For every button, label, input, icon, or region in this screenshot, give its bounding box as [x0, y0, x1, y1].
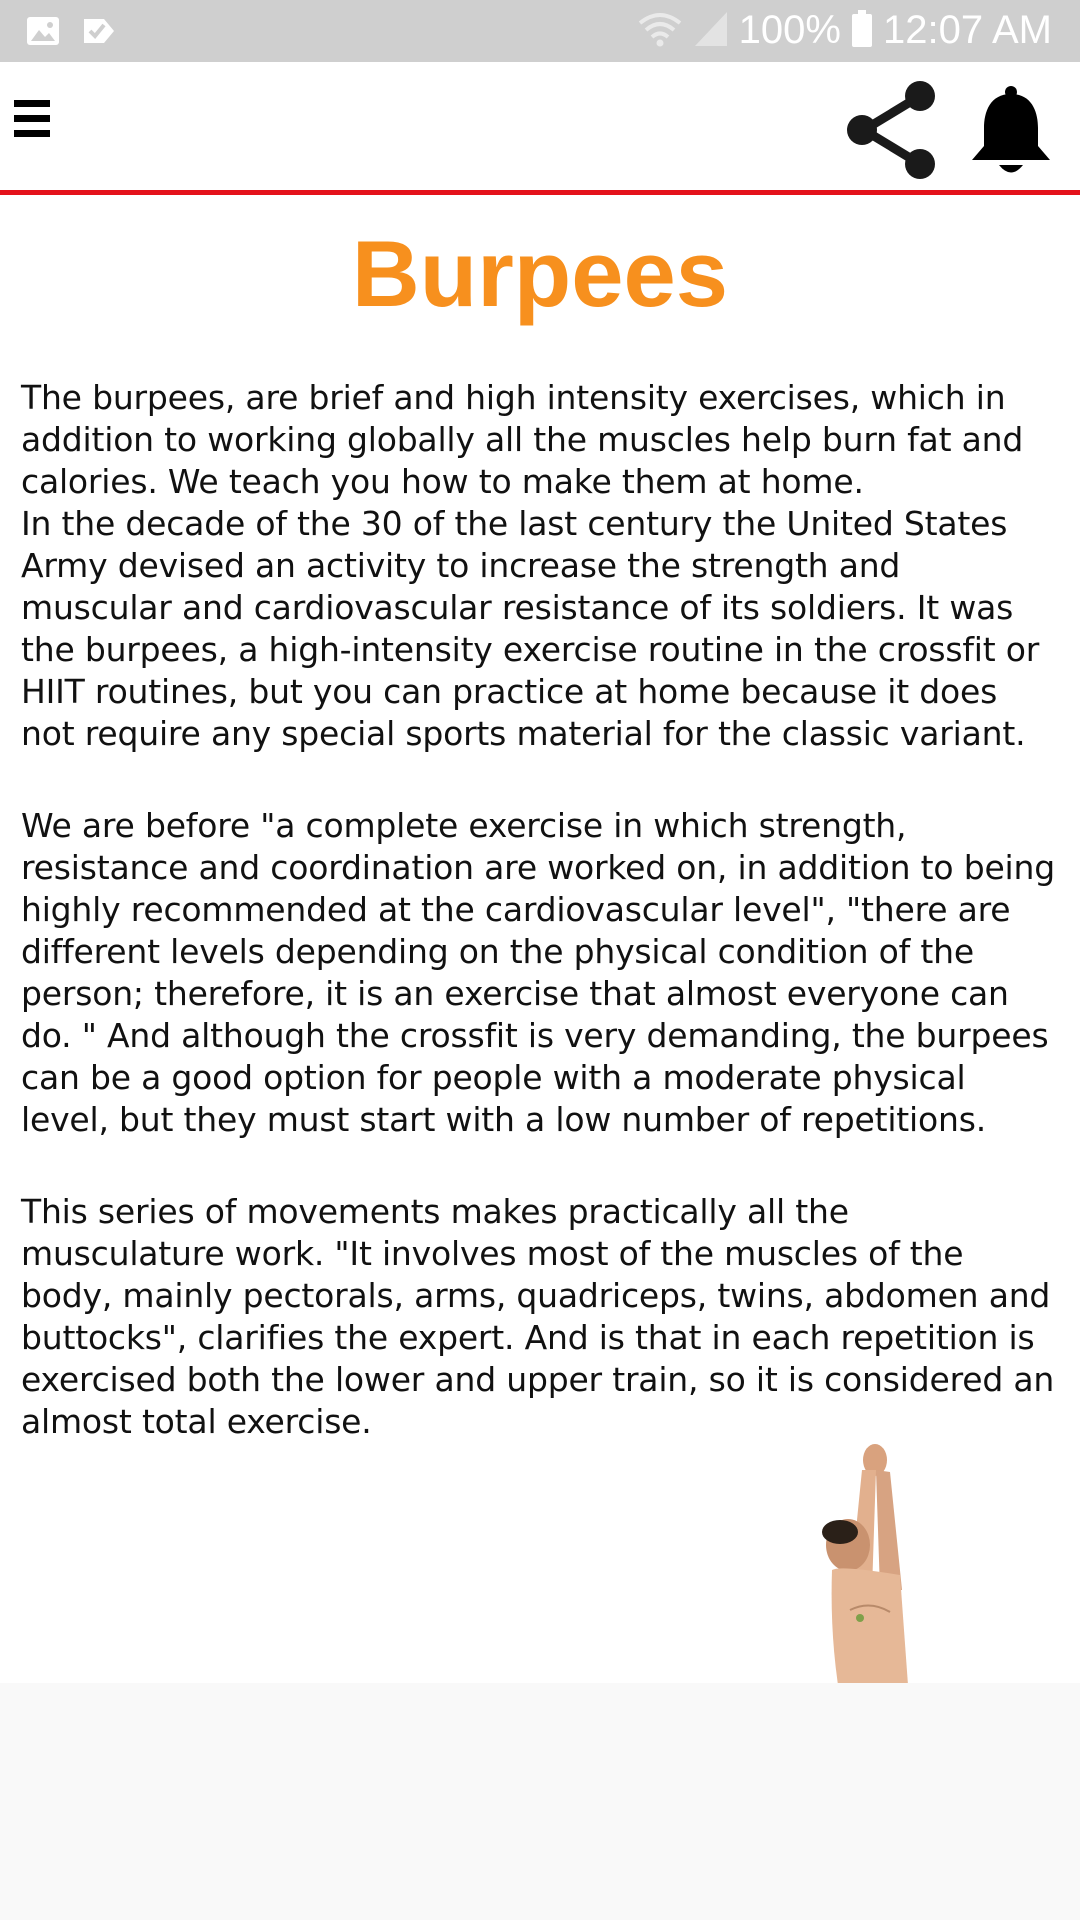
check-clipboard-icon [80, 12, 118, 50]
battery-percent: 100% [738, 8, 841, 52]
article-paragraph-1: The burpees, are brief and high intensity exercises, which in addition to working globally all the muscles help burn fat and calories. We teach you how to make them at home. In the decade of the 30 of the last century the United States Army devised an activity to increase the strength and muscular and cardiovascular resistance of its soldiers. It was the burpees, a high-intensity exercise routine in the crossfit or HIIT routines, but you can practice at home because it does not require any special sports material for the classic variant. [21, 378, 1040, 753]
status-bar [0, 0, 1080, 62]
bell-icon[interactable] [968, 84, 1054, 180]
article-paragraph-3: This series of movements makes practically all the musculature work. "It involves most of the muscles of the body, mainly pectorals, arms, quadriceps, twins, abdomen and buttocks", clarifies the expert. And is that in each repetition is exercised both the lower and upper train, so it is considered an almost total exercise. [21, 1192, 1055, 1441]
article-content [0, 195, 1080, 1683]
article-paragraph-2: We are before "a complete exercise in which strength, resistance and coordination are worked on, in addition to being highly recommended at the cardiovascular level", "there are different levels depending on the physical condition of the person; therefore, it is an exercise that almost everyone can do. " And although the crossfit is very demanding, the burpees can be a good option for people with a moderate physical level, but they must start with a low number of repetitions. [21, 806, 1055, 1139]
battery-icon [851, 10, 873, 52]
status-left-icons [24, 12, 118, 50]
signal-icon [693, 10, 729, 52]
wifi-icon [637, 9, 683, 53]
article-body [0, 377, 1080, 1443]
exercise-illustration [780, 1440, 940, 1683]
app-bar [0, 62, 1080, 195]
clock: 12:07 AM [882, 8, 1052, 52]
share-icon[interactable] [842, 80, 942, 180]
empty-area [0, 1683, 1080, 1920]
page-title: Burpees [351, 221, 729, 326]
menu-icon[interactable] [14, 92, 64, 152]
image-icon [24, 12, 62, 50]
status-right [637, 8, 1052, 53]
